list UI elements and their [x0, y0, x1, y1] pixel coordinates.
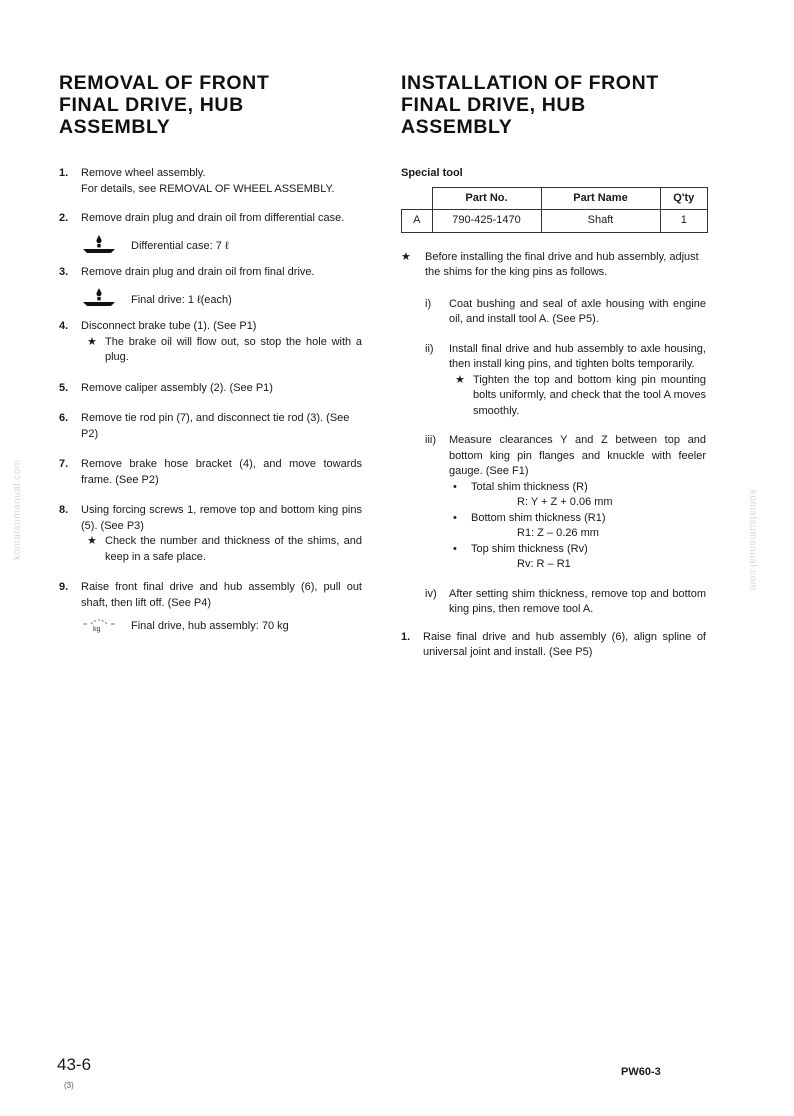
caution-note: ★ Tighten the top and bottom king pin mounting bolts uniformly, and check that the tool A moves smoothly.	[455, 373, 706, 417]
table-row	[402, 210, 708, 233]
star-icon: ★	[87, 335, 97, 348]
removal-heading: REMOVAL OF FRONT FINAL DRIVE, HUB ASSEMBLY	[59, 72, 270, 138]
removal-step-3: 3. Remove drain plug and drain oil from final drive. Final drive: 1 ℓ(each)	[59, 265, 362, 309]
special-tool-label: Special tool	[401, 167, 463, 179]
removal-step-4: 4. Disconnect brake tube (1). (See P1) ★ The brake oil will flow out, so stop the hole with a plug.	[59, 319, 362, 366]
step-text: Remove drain plug and drain oil from differential case.	[81, 212, 345, 224]
removal-step-5: 5. Remove caliper assembly (2). (See P1)	[59, 381, 362, 397]
page-revision: (3)	[64, 1081, 74, 1090]
model-code: PW60-3	[621, 1066, 661, 1078]
substep-ii: ii) Install final drive and hub assembly to axle housing, then install king pins, and tighten bolts temporarily. ★ Tighten the top and bottom king pin mounting bolts uniformly, and check that the tool A moves smoothly.	[425, 342, 706, 420]
column-header: Part Name	[541, 187, 660, 210]
step-text: Raise final drive and hub assembly (6), align spline of universal joint and install. (See P5)	[423, 630, 706, 658]
watermark-right: komatsumanual.com	[747, 490, 758, 591]
bullet-total-shim: • Total shim thickness (R) R: Y + Z + 0.06 mm	[449, 480, 706, 511]
step-text: Remove brake hose bracket (4), and move towards frame. (See P2)	[81, 458, 362, 486]
installation-heading: INSTALLATION OF FRONT FINAL DRIVE, HUB ASSEMBLY	[401, 72, 659, 138]
table-cell: 790-425-1470	[432, 210, 541, 233]
star-icon: ★	[87, 535, 97, 547]
table-cell: Shaft	[541, 210, 660, 233]
caution-note: ★ Check the number and thickness of the shims, and keep in a safe place.	[87, 535, 362, 563]
removal-step-6: 6. Remove tie rod pin (7), and disconnect tie rod (3). (See P2)	[59, 411, 362, 442]
step-text: Remove drain plug and drain oil from final drive.	[81, 265, 315, 278]
weight-icon	[81, 612, 117, 634]
oil-capacity-text: Differential case: 7 ℓ	[131, 240, 229, 252]
removal-step-7: 7. Remove brake hose bracket (4), and move towards frame. (See P2)	[59, 457, 362, 488]
table-cell: 1	[660, 210, 708, 233]
bullet-top-shim: • Top shim thickness (Rv) Rv: R – R1	[449, 542, 706, 573]
removal-step-2: 2. Remove drain plug and drain oil from differential case. Differential case: 7 ℓ	[59, 211, 362, 255]
installation-intro: ★ Before installing the final drive and hub assembly, adjust the shims for the king pins as follows.	[401, 250, 699, 278]
star-icon: ★	[401, 250, 411, 263]
substep-i: i) Coat bushing and seal of axle housing with engine oil, and install tool A. (See P5).	[425, 297, 706, 325]
formula: Rv: R – R1	[517, 558, 571, 570]
installation-step-1: 1. Raise final drive and hub assembly (6), align spline of universal joint and install. (See P5)	[401, 630, 706, 661]
bullet-bottom-shim: • Bottom shim thickness (R1) R1: Z – 0.26 mm	[449, 511, 706, 542]
oil-drain-icon	[81, 233, 117, 255]
removal-step-9: 9. Raise front final drive and hub assembly (6), pull out shaft, then lift off. (See P4) kg Final drive, hub assembly: 70 kg	[59, 581, 362, 633]
weight-text: Final drive, hub assembly: 70 kg	[131, 619, 289, 632]
step-text: Using forcing screws 1, remove top and bottom king pins (5). (See P3)	[81, 504, 362, 532]
caution-note: ★ The brake oil will flow out, so stop the hole with a plug.	[87, 335, 362, 363]
step-note: For details, see REMOVAL OF WHEEL ASSEMBLY.	[81, 182, 335, 195]
removal-step-8: 8. Using forcing screws 1, remove top and bottom king pins (5). (See P3) ★ Check the number and thickness of the shims, and keep in a safe place.	[59, 503, 362, 565]
column-header: Q'ty	[660, 187, 708, 210]
formula: R: Y + Z + 0.06 mm	[517, 496, 613, 508]
step-text: Raise front final drive and hub assembly (6), pull out shaft, then lift off. (See P4)	[81, 581, 362, 609]
formula: R1: Z – 0.26 mm	[517, 527, 599, 539]
star-icon: ★	[455, 373, 465, 386]
substep-iv: iv) After setting shim thickness, remove top and bottom king pins, then remove tool A.	[425, 587, 706, 615]
special-tool-table	[401, 187, 708, 233]
step-text: Disconnect brake tube (1). (See P1)	[81, 320, 257, 332]
column-header: Part No.	[432, 187, 541, 210]
removal-section	[59, 72, 362, 634]
page-number: 43-6	[57, 1055, 92, 1074]
removal-step-1: 1. Remove wheel assembly. For details, see REMOVAL OF WHEEL ASSEMBLY.	[59, 166, 362, 197]
table-cell: A	[402, 210, 433, 233]
substep-iii: iii) Measure clearances Y and Z between top and bottom king pin flanges and knuckle with feeler gauge. (See F1) • Total shim thickness (R) R: Y + Z + 0.06 mm • Bottom shim thickness (R1) R1: Z – 0.26 mm • Top shim thickness (Rv) Rv: R – R1	[425, 433, 706, 573]
watermark-left: komatsumanual.com	[12, 459, 23, 560]
oil-capacity-text: Final drive: 1 ℓ(each)	[131, 293, 232, 306]
step-text: Remove caliper assembly (2). (See P1)	[81, 381, 273, 394]
step-text: Remove tie rod pin (7), and disconnect tie rod (3). (See P2)	[81, 412, 350, 440]
oil-drain-icon	[81, 286, 117, 308]
svg-text:kg: kg	[93, 626, 101, 633]
step-text: Remove wheel assembly.	[81, 167, 206, 179]
table-header-row	[402, 187, 708, 210]
installation-section	[401, 72, 706, 661]
